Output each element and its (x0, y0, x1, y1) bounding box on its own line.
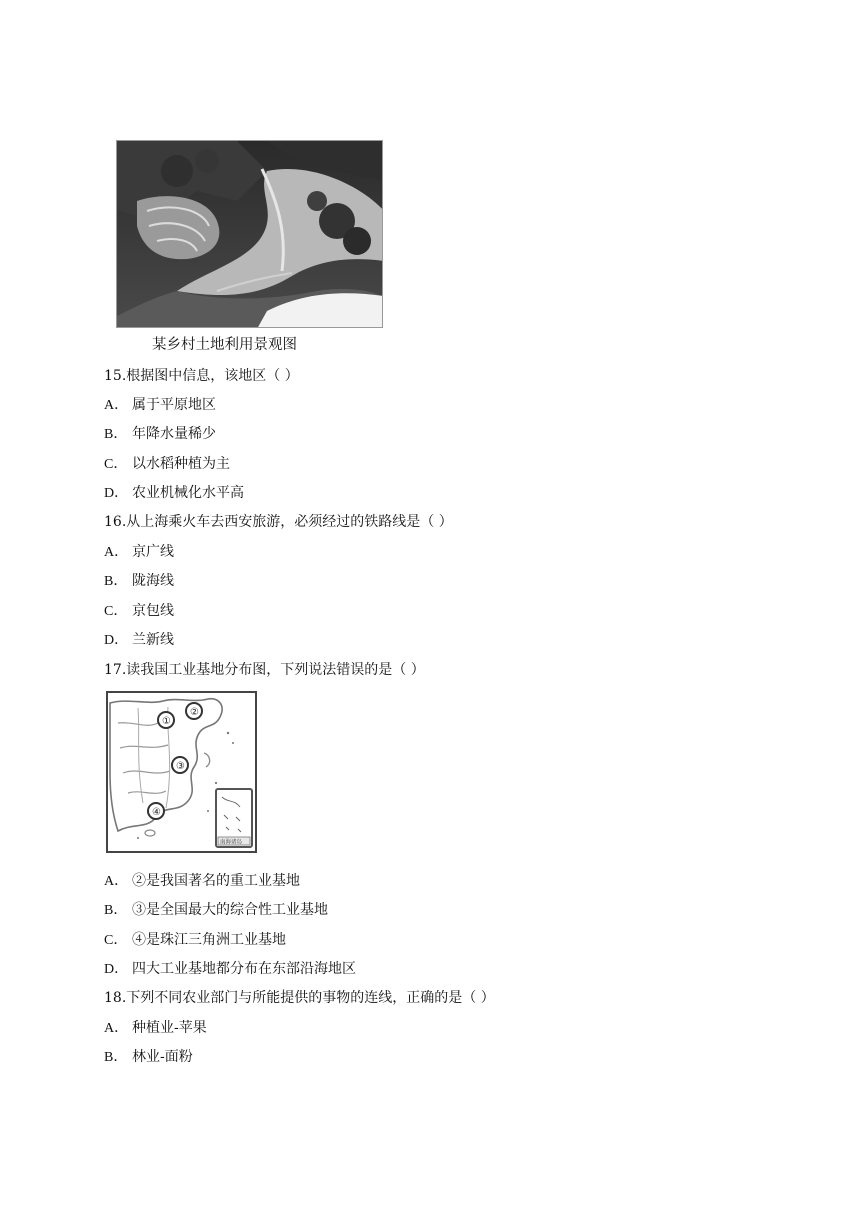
option-text: 京广线 (132, 544, 174, 560)
option-text: ②是我国著名的重工业基地 (132, 873, 300, 889)
option-text: 兰新线 (132, 632, 174, 648)
landscape-photo (116, 140, 383, 328)
question-16-option-c[interactable] (104, 602, 174, 621)
option-letter: C． (104, 457, 128, 472)
option-text: 农业机械化水平高 (132, 485, 244, 501)
option-text: 京包线 (132, 603, 174, 619)
option-text: 以水稻种植为主 (132, 456, 230, 472)
inset-label: 南海诸岛 (220, 839, 243, 846)
question-18-option-a[interactable] (104, 1019, 207, 1038)
option-letter: B． (104, 903, 128, 918)
option-letter: D． (104, 633, 129, 648)
question-17-option-b[interactable] (104, 901, 328, 920)
option-text: 陇海线 (132, 573, 174, 589)
option-letter: B． (104, 574, 128, 589)
option-letter: C． (104, 933, 128, 948)
figure1-caption: 某乡村土地利用景观图 (152, 337, 297, 353)
question-16-stem: 16.从上海乘火车去西安旅游，必须经过的铁路线是（ ） (104, 514, 453, 530)
question-18-stem: 18.下列不同农业部门与所能提供的事物的连线，正确的是（ ） (104, 990, 495, 1006)
china-industrial-map-icon (108, 693, 255, 851)
marker-1-label: ① (162, 716, 171, 727)
question-16-option-a[interactable] (104, 543, 174, 562)
option-text: 种植业-苹果 (132, 1020, 207, 1036)
question-18-option-b[interactable] (104, 1048, 193, 1067)
option-text: ③是全国最大的综合性工业基地 (132, 902, 328, 918)
option-letter: A． (104, 1021, 129, 1036)
question-16-option-d[interactable] (104, 631, 174, 650)
marker-2-label: ② (190, 707, 199, 718)
option-letter: A． (104, 874, 129, 889)
marker-4-label: ④ (152, 807, 161, 818)
option-letter: D． (104, 486, 129, 501)
terraced-landscape-icon (117, 141, 383, 328)
marker-3-label: ③ (176, 761, 185, 772)
option-letter: D． (104, 962, 129, 977)
question-17-option-c[interactable] (104, 931, 286, 950)
option-letter: A． (104, 545, 129, 560)
option-letter: B． (104, 1050, 128, 1065)
option-letter: B． (104, 427, 128, 442)
question-15-option-b[interactable] (104, 425, 216, 444)
option-text: 属于平原地区 (132, 397, 216, 413)
option-text: 林业-面粉 (132, 1049, 193, 1065)
question-16-option-b[interactable] (104, 572, 174, 591)
option-letter: C． (104, 604, 128, 619)
question-15-option-c[interactable] (104, 455, 230, 474)
question-15-option-a[interactable] (104, 396, 216, 415)
industrial-base-map (106, 691, 257, 853)
question-17-stem: 17.读我国工业基地分布图，下列说法错误的是（ ） (104, 662, 425, 678)
question-17-option-a[interactable] (104, 872, 300, 891)
option-text: 四大工业基地都分布在东部沿海地区 (132, 961, 356, 977)
question-15-stem: 15.根据图中信息，该地区（ ） (104, 368, 299, 384)
question-15-option-d[interactable] (104, 484, 244, 503)
option-text: ④是珠江三角洲工业基地 (132, 932, 286, 948)
question-17-option-d[interactable] (104, 960, 356, 979)
option-letter: A． (104, 398, 129, 413)
option-text: 年降水量稀少 (132, 426, 216, 442)
